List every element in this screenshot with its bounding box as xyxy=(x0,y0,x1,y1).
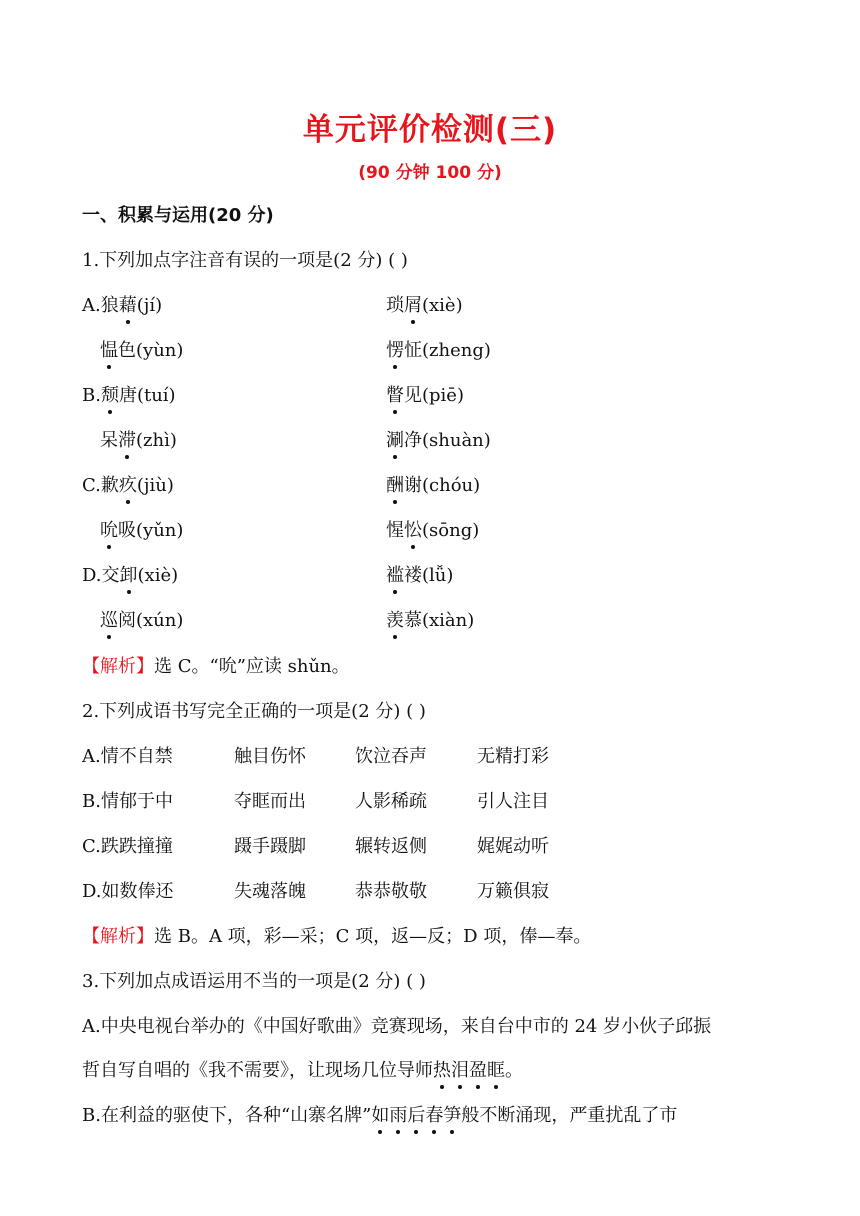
text: 褛(lǚ) xyxy=(404,565,454,586)
text: (jiù) xyxy=(136,475,174,496)
question-3-stem: 3.下列加点成语运用不当的一项是(2 分) ( ) xyxy=(82,971,426,992)
option-label: C. xyxy=(82,475,101,496)
option-indent xyxy=(82,430,100,451)
text: (jí) xyxy=(136,295,163,316)
dotted-char: 愠 xyxy=(100,340,118,361)
dotted-char: 忪 xyxy=(404,520,422,541)
option-right xyxy=(386,564,453,588)
option-left xyxy=(82,519,183,543)
dotted-char: 酬 xyxy=(386,475,404,496)
option-right xyxy=(386,339,491,363)
text: 色(yùn) xyxy=(118,340,184,361)
question-3-option-b-line1 xyxy=(82,1104,677,1128)
text: 哲自写自唱的《我不需要》，让现场几位导师 xyxy=(82,1060,433,1081)
dotted-char: 泪 xyxy=(451,1060,469,1081)
idiom: 失魂落魄 xyxy=(234,881,306,902)
text: 见(piē) xyxy=(404,385,464,406)
idiom: 无精打彩 xyxy=(477,746,549,767)
option-indent xyxy=(82,340,100,361)
text: 狼 xyxy=(100,295,119,316)
text: 呆 xyxy=(100,430,118,451)
idiom: A.情不自禁 xyxy=(82,746,173,767)
dotted-char: 雨 xyxy=(389,1105,408,1126)
text: 阅(xún) xyxy=(118,610,184,631)
text: B.在利益的驱使下，各种“山寨名牌” xyxy=(82,1105,372,1126)
dotted-char: 巡 xyxy=(100,610,118,631)
idiom: C.跌跌撞撞 xyxy=(82,836,173,857)
idiom: 触目伤怀 xyxy=(234,746,306,767)
idiom: 饮泣吞声 xyxy=(355,746,427,767)
dotted-idiom xyxy=(433,1060,505,1081)
option-right xyxy=(386,474,480,498)
dotted-char: 卸 xyxy=(119,565,138,586)
dotted-char: 褴 xyxy=(386,565,404,586)
text: 怔(zheng) xyxy=(404,340,491,361)
idiom: 蹑手蹑脚 xyxy=(234,836,306,857)
dotted-char: 笋 xyxy=(443,1105,462,1126)
text: 唐(tuí) xyxy=(118,385,176,406)
text: (xiè) xyxy=(422,295,463,316)
analysis-text: 选 C。“吮”应读 shǔn。 xyxy=(154,656,350,677)
text: (sōng) xyxy=(422,520,480,541)
dotted-char: 愣 xyxy=(386,340,404,361)
text: 惺 xyxy=(386,520,404,541)
title: 单元评价检测(三) xyxy=(302,112,558,148)
dotted-idiom xyxy=(371,1105,461,1126)
question-1-stem: 1.下列加点字注音有误的一项是(2 分) ( ) xyxy=(82,250,408,271)
text: 谢(chóu) xyxy=(404,475,481,496)
text: 歉 xyxy=(100,475,119,496)
option-left xyxy=(82,429,177,453)
option-right xyxy=(386,294,463,318)
idiom: D.如数俸还 xyxy=(82,881,174,902)
idiom: 恭恭敬敬 xyxy=(355,881,427,902)
dotted-char: 瞥 xyxy=(386,385,404,406)
idiom: B.情郁于中 xyxy=(82,791,173,812)
option-indent xyxy=(82,520,100,541)
question-3-option-a-line1: A.中央电视台举办的《中国好歌曲》竞赛现场，来自台中市的 24 岁小伙子邱振 xyxy=(82,1016,712,1037)
analysis-tag: 【解析】 xyxy=(82,926,154,947)
text: 慕(xiàn) xyxy=(404,610,475,631)
dotted-char: 春 xyxy=(425,1105,444,1126)
dotted-char: 涮 xyxy=(386,430,404,451)
question-2-analysis xyxy=(82,925,591,949)
dotted-char: 如 xyxy=(371,1105,390,1126)
dotted-char: 藉 xyxy=(118,295,137,316)
idiom: 引人注目 xyxy=(477,791,549,812)
subtitle: (90 分钟 100 分) xyxy=(358,163,502,183)
idiom: 万籁俱寂 xyxy=(477,881,549,902)
option-right xyxy=(386,519,479,543)
idiom: 娓娓动听 xyxy=(477,836,549,857)
text: (zhì) xyxy=(136,430,177,451)
option-left xyxy=(82,474,174,498)
idiom: 夺眶而出 xyxy=(234,791,306,812)
dotted-char: 疚 xyxy=(118,475,137,496)
text: 琐 xyxy=(386,295,404,316)
option-left xyxy=(82,339,183,363)
dotted-char: 屑 xyxy=(404,295,422,316)
dotted-char: 羡 xyxy=(386,610,404,631)
analysis-tag: 【解析】 xyxy=(82,656,154,677)
dotted-char: 吮 xyxy=(100,520,118,541)
option-right xyxy=(386,384,464,408)
option-label: B. xyxy=(82,385,101,406)
text: 交 xyxy=(101,565,120,586)
option-left xyxy=(82,294,162,318)
option-indent xyxy=(82,610,100,631)
option-left xyxy=(82,564,178,588)
option-left xyxy=(82,609,183,633)
dotted-char: 颓 xyxy=(100,385,119,406)
dotted-char: 热 xyxy=(433,1060,451,1081)
text: 。 xyxy=(505,1060,523,1081)
option-left xyxy=(82,384,176,408)
dotted-char: 眶 xyxy=(487,1060,505,1081)
option-label: D. xyxy=(82,565,102,586)
text: (xiè) xyxy=(137,565,179,586)
question-1-analysis xyxy=(82,655,350,679)
question-2-stem: 2.下列成语书写完全正确的一项是(2 分) ( ) xyxy=(82,701,426,722)
option-label: A. xyxy=(82,295,101,316)
section-heading: 一、积累与运用(20 分) xyxy=(82,205,274,226)
option-right xyxy=(386,429,491,453)
question-3-option-a-line2 xyxy=(82,1059,523,1083)
text: 般不断涌现，严重扰乱了市 xyxy=(461,1105,678,1126)
dotted-char: 后 xyxy=(407,1105,426,1126)
analysis-text: 选 B。A 项，彩—采；C 项，返—反；D 项，俸—奉。 xyxy=(154,926,592,947)
idiom: 辗转返侧 xyxy=(355,836,427,857)
text: 吸(yǔn) xyxy=(118,520,184,541)
idiom: 人影稀疏 xyxy=(355,791,427,812)
text: 净(shuàn) xyxy=(404,430,491,451)
option-right xyxy=(386,609,474,633)
dotted-char: 滞 xyxy=(118,430,136,451)
dotted-char: 盈 xyxy=(469,1060,487,1081)
